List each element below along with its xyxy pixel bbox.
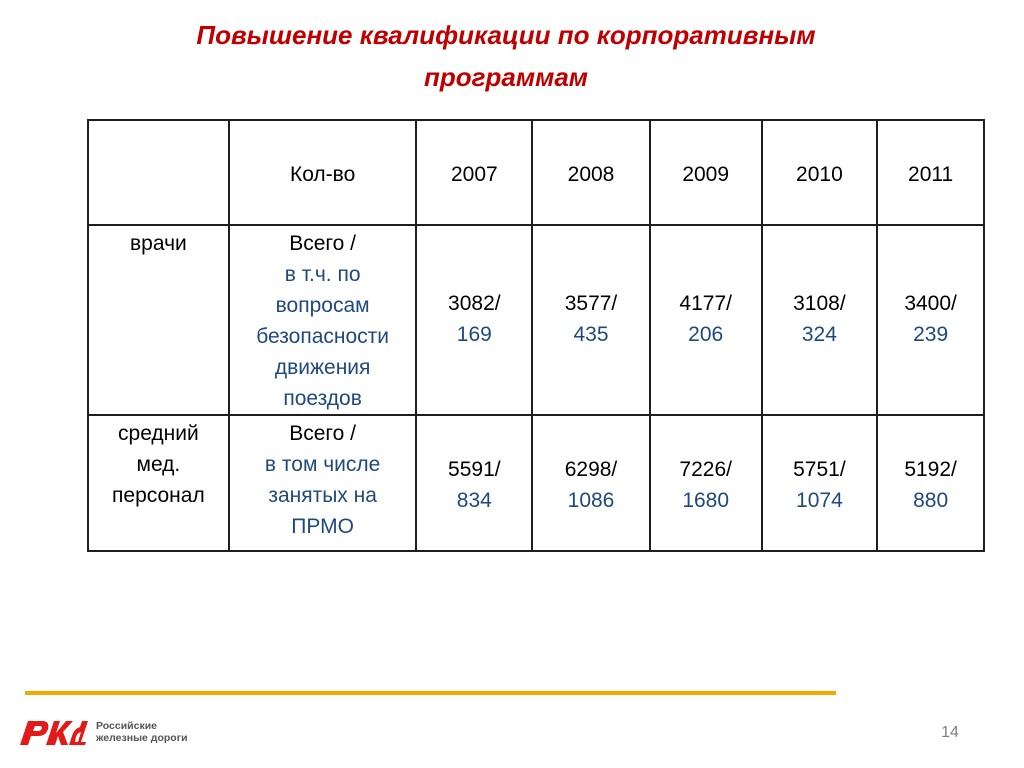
- desc-sub-line: вопросам: [275, 294, 370, 317]
- label-line: персонал: [112, 484, 205, 507]
- value-sub: 169: [456, 323, 492, 346]
- value-total: 5591/: [448, 458, 501, 481]
- desc-sub-line: поездов: [283, 387, 362, 410]
- row-desc-nurses: [229, 415, 417, 551]
- value-total: 7226/: [679, 458, 732, 481]
- desc-sub-line: в том числе: [264, 453, 381, 476]
- title-line-1: Повышение квалификации по корпоративным: [196, 20, 816, 50]
- row-label-nurses: [88, 415, 229, 551]
- value-sub: 206: [688, 323, 724, 346]
- value-cell-2011: [877, 415, 984, 551]
- value-total: 4177/: [679, 292, 732, 315]
- training-table: [87, 119, 985, 552]
- desc-sub-line: безопасности: [256, 325, 389, 348]
- value-sub: 239: [913, 323, 949, 346]
- value-sub: 834: [456, 489, 492, 512]
- value-total: 3400/: [904, 292, 957, 315]
- value-total: 6298/: [564, 458, 618, 481]
- table-row-nurses: [88, 415, 984, 551]
- rzd-logo-mark-icon: [16, 715, 90, 749]
- value-cell-2009: [650, 415, 762, 551]
- label-line: мед.: [136, 453, 181, 476]
- desc-sub-line: в т.ч. по: [284, 263, 361, 286]
- value-total: 5751/: [793, 458, 846, 481]
- value-cell-2010: [762, 225, 878, 415]
- value-total: 5192/: [904, 458, 957, 481]
- value-cell-2007: [416, 225, 532, 415]
- logo-line-1: Российские: [96, 720, 157, 732]
- value-cell-2008: [532, 415, 650, 551]
- table-row-doctors: [88, 225, 984, 415]
- header-cell-empty: [88, 120, 229, 225]
- logo-line-2: железные дороги: [96, 732, 188, 744]
- slide-title: [100, 14, 912, 98]
- value-sub: 1086: [567, 489, 615, 512]
- header-cell-2009: 2009: [650, 120, 762, 225]
- value-sub: 435: [573, 323, 609, 346]
- value-sub: 1074: [796, 489, 843, 512]
- value-cell-2009: [650, 225, 762, 415]
- title-line-2: программам: [423, 62, 589, 92]
- value-cell-2007: [416, 415, 532, 551]
- desc-sub-line: движения: [274, 356, 371, 379]
- rzd-logo: [16, 708, 200, 756]
- value-sub: 880: [913, 489, 949, 512]
- desc-total: Всего /: [289, 422, 356, 445]
- value-cell-2011: [877, 225, 984, 415]
- value-cell-2008: [532, 225, 650, 415]
- logo-wordmark: [96, 720, 188, 744]
- row-desc-doctors: [229, 225, 417, 415]
- row-label-doctors: врачи: [88, 225, 229, 415]
- value-sub: 1680: [682, 489, 730, 512]
- header-cell-2008: 2008: [532, 120, 650, 225]
- value-total: 3577/: [564, 292, 618, 315]
- header-cell-count: Кол-во: [229, 120, 417, 225]
- desc-sub-line: занятых на: [268, 484, 377, 507]
- value-cell-2010: [762, 415, 878, 551]
- label-line: средний: [118, 422, 199, 445]
- header-cell-2010: 2010: [762, 120, 878, 225]
- header-cell-2007: 2007: [416, 120, 532, 225]
- header-cell-2011: 2011: [877, 120, 984, 225]
- table-header-row: [88, 120, 984, 225]
- value-total: 3108/: [793, 292, 846, 315]
- value-total: 3082/: [448, 292, 501, 315]
- accent-divider: [25, 691, 836, 695]
- page-number: 14: [941, 724, 959, 741]
- desc-total: Всего /: [289, 232, 356, 255]
- desc-sub-line: ПРМО: [291, 515, 354, 538]
- value-sub: 324: [801, 323, 837, 346]
